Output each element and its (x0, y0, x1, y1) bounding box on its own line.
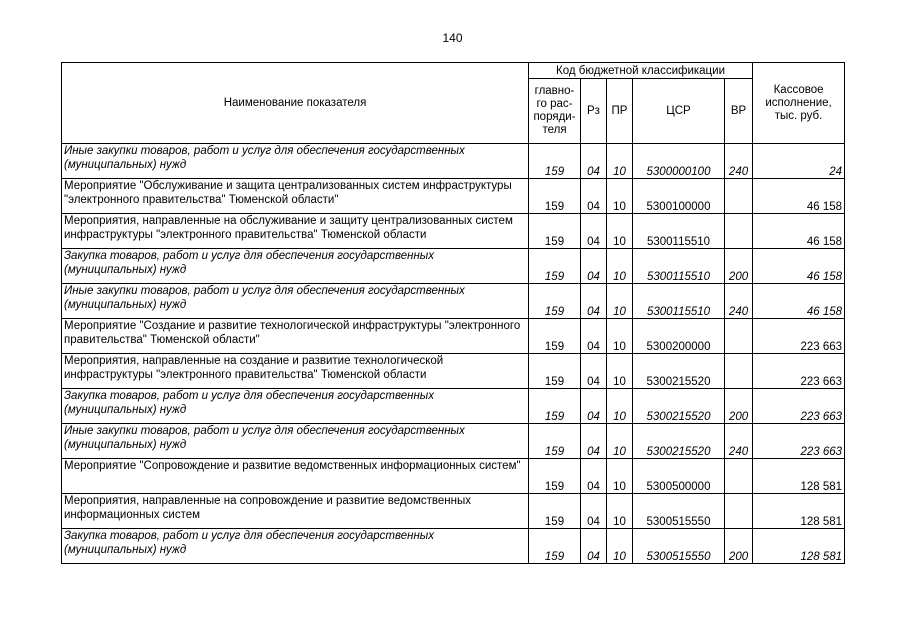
cell-chief-administrator: 159 (529, 319, 581, 354)
header-vr: ВР (725, 79, 753, 144)
table-row (62, 214, 845, 249)
table-row (62, 494, 845, 529)
cell-csr: 5300515550 (633, 529, 725, 564)
cell-sum: 223 663 (753, 424, 845, 459)
cell-chief-administrator: 159 (529, 389, 581, 424)
cell-csr: 5300500000 (633, 459, 725, 494)
cell-name: Мероприятия, направленные на обслуживание и защиту централизованных систем инфраструктуры "электронного правительства" Тюменской области (62, 214, 529, 249)
cell-vr: 200 (725, 389, 753, 424)
page-number: 140 (442, 31, 463, 45)
cell-chief-administrator: 159 (529, 249, 581, 284)
cell-csr: 5300115510 (633, 249, 725, 284)
cell-vr: 200 (725, 529, 753, 564)
cell-name: Мероприятия, направленные на создание и развитие технологической инфраструктуры "электронного правительства" Тюменской области (62, 354, 529, 389)
cell-csr: 5300115510 (633, 214, 725, 249)
header-pr: ПР (607, 79, 633, 144)
cell-vr: 240 (725, 144, 753, 179)
cell-sum: 128 581 (753, 494, 845, 529)
table-row (62, 179, 845, 214)
cell-chief-administrator: 159 (529, 354, 581, 389)
cell-pr: 10 (607, 389, 633, 424)
cell-csr: 5300200000 (633, 319, 725, 354)
cell-pr: 10 (607, 529, 633, 564)
cell-rz: 04 (581, 319, 607, 354)
cell-sum: 46 158 (753, 249, 845, 284)
cell-sum: 46 158 (753, 214, 845, 249)
table-row (62, 529, 845, 564)
cell-sum: 128 581 (753, 529, 845, 564)
cell-pr: 10 (607, 424, 633, 459)
cell-rz: 04 (581, 424, 607, 459)
cell-rz: 04 (581, 284, 607, 319)
cell-name: Иные закупки товаров, работ и услуг для обеспечения государственных (муниципальных) нужд (62, 144, 529, 179)
cell-csr: 5300215520 (633, 389, 725, 424)
cell-rz: 04 (581, 144, 607, 179)
cell-rz: 04 (581, 354, 607, 389)
cell-vr (725, 214, 753, 249)
cell-sum: 46 158 (753, 284, 845, 319)
cell-csr: 5300000100 (633, 144, 725, 179)
table-header (62, 63, 845, 144)
cell-vr (725, 179, 753, 214)
cell-vr: 200 (725, 249, 753, 284)
header-csr: ЦСР (633, 79, 725, 144)
cell-sum: 223 663 (753, 389, 845, 424)
header-cash-execution: Кассовое исполнение, тыс. руб. (753, 63, 845, 144)
cell-rz: 04 (581, 179, 607, 214)
cell-pr: 10 (607, 354, 633, 389)
cell-vr (725, 494, 753, 529)
cell-name: Мероприятия, направленные на сопровождение и развитие ведомственных информационных систем (62, 494, 529, 529)
cell-vr: 240 (725, 284, 753, 319)
budget-table (61, 62, 845, 564)
cell-chief-administrator: 159 (529, 529, 581, 564)
cell-name: Иные закупки товаров, работ и услуг для обеспечения государственных (муниципальных) нужд (62, 284, 529, 319)
cell-name: Мероприятие "Обслуживание и защита централизованных систем инфраструктуры "электронного правительства" Тюменской области" (62, 179, 529, 214)
table-row (62, 284, 845, 319)
cell-chief-administrator: 159 (529, 144, 581, 179)
cell-chief-administrator: 159 (529, 494, 581, 529)
cell-pr: 10 (607, 494, 633, 529)
table-row (62, 249, 845, 284)
cell-rz: 04 (581, 459, 607, 494)
table-body (62, 144, 845, 564)
header-kbk: Код бюджетной классификации (529, 63, 753, 79)
table-row (62, 424, 845, 459)
cell-rz: 04 (581, 494, 607, 529)
cell-rz: 04 (581, 389, 607, 424)
cell-sum: 24 (753, 144, 845, 179)
cell-sum: 46 158 (753, 179, 845, 214)
table-row (62, 144, 845, 179)
header-chief-administrator: главно- го рас- поряди- теля (529, 79, 581, 144)
cell-pr: 10 (607, 179, 633, 214)
cell-pr: 10 (607, 319, 633, 354)
cell-csr: 5300100000 (633, 179, 725, 214)
table-row (62, 319, 845, 354)
cell-sum: 223 663 (753, 354, 845, 389)
cell-csr: 5300115510 (633, 284, 725, 319)
cell-chief-administrator: 159 (529, 459, 581, 494)
cell-name: Иные закупки товаров, работ и услуг для обеспечения государственных (муниципальных) нужд (62, 424, 529, 459)
cell-rz: 04 (581, 529, 607, 564)
table-row (62, 354, 845, 389)
cell-sum: 223 663 (753, 319, 845, 354)
cell-vr (725, 354, 753, 389)
cell-name: Закупка товаров, работ и услуг для обеспечения государственных (муниципальных) нужд (62, 249, 529, 284)
cell-csr: 5300215520 (633, 354, 725, 389)
cell-chief-administrator: 159 (529, 179, 581, 214)
cell-vr (725, 319, 753, 354)
cell-name: Закупка товаров, работ и услуг для обеспечения государственных (муниципальных) нужд (62, 389, 529, 424)
cell-rz: 04 (581, 214, 607, 249)
cell-name: Мероприятие "Сопровождение и развитие ведомственных информационных систем" (62, 459, 529, 494)
table-row (62, 389, 845, 424)
cell-chief-administrator: 159 (529, 214, 581, 249)
cell-pr: 10 (607, 249, 633, 284)
cell-pr: 10 (607, 214, 633, 249)
cell-csr: 5300515550 (633, 494, 725, 529)
cell-pr: 10 (607, 144, 633, 179)
cell-chief-administrator: 159 (529, 284, 581, 319)
cell-vr: 240 (725, 424, 753, 459)
cell-rz: 04 (581, 249, 607, 284)
cell-csr: 5300215520 (633, 424, 725, 459)
cell-name: Мероприятие "Создание и развитие технологической инфраструктуры "электронного правительства" Тюменской области" (62, 319, 529, 354)
cell-name: Закупка товаров, работ и услуг для обеспечения государственных (муниципальных) нужд (62, 529, 529, 564)
table-row (62, 459, 845, 494)
header-name: Наименование показателя (62, 63, 529, 144)
cell-pr: 10 (607, 459, 633, 494)
cell-sum: 128 581 (753, 459, 845, 494)
cell-pr: 10 (607, 284, 633, 319)
cell-chief-administrator: 159 (529, 424, 581, 459)
header-rz: Рз (581, 79, 607, 144)
cell-vr (725, 459, 753, 494)
